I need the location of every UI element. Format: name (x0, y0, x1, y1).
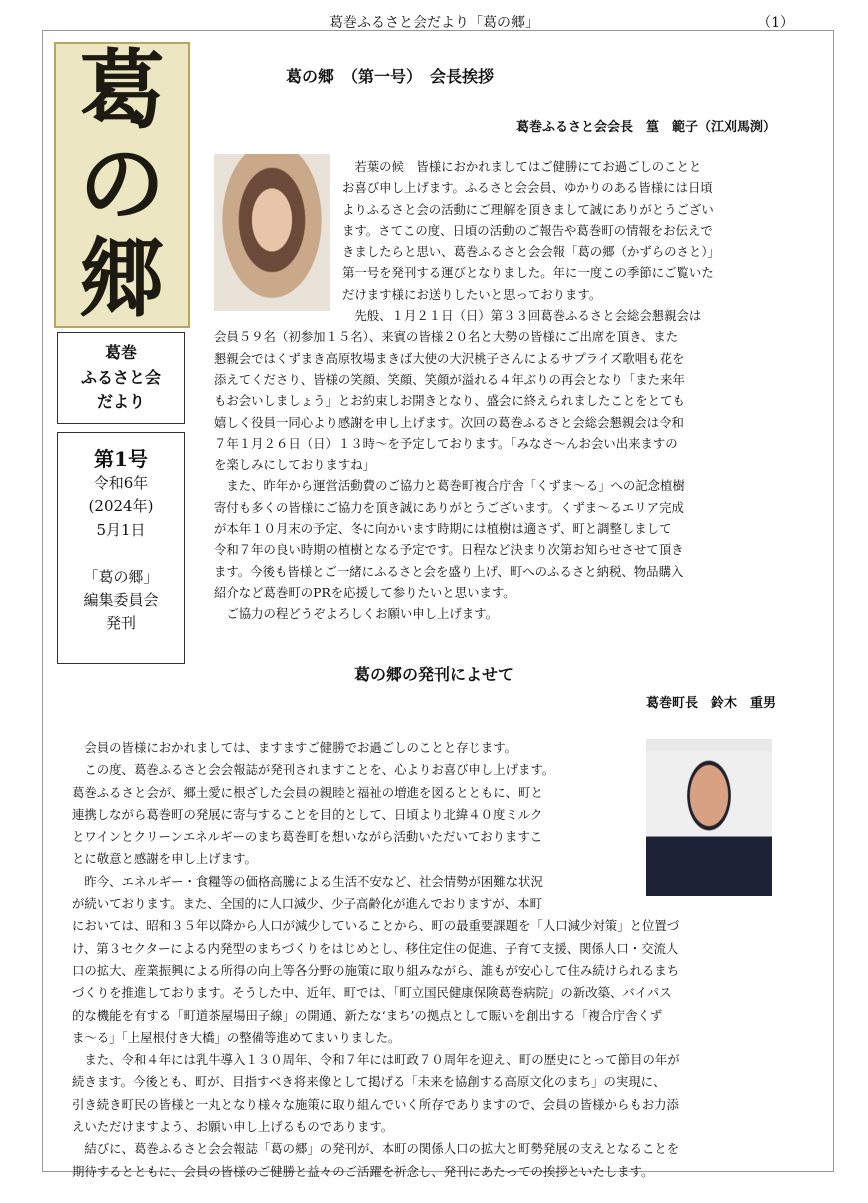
publisher-line: 編集委員会 (83, 591, 159, 609)
article2-line: づくりを推進しております。そうした中、近年、町では、「町立国民健康保険葛巻病院」の新改築、バイパス (72, 985, 672, 1001)
article1-line: が本年１０月末の予定、冬に向かいます時期には植樹は適さず、町と調整しまして (214, 521, 672, 537)
article2-line: 口の拡大、産業振興による所得の向上等各分野の施策に取り組みながら、誰もが安心して住み続けられるまち (72, 962, 680, 978)
article2-line: においては、昭和３５年以降から人口が減少していることから、町の最重要課題を「人口減少対策」と位置づ (72, 918, 680, 934)
logo-char-2: の (79, 134, 165, 235)
article1-line: きましたらと思い、葛巻ふるさと会会報「葛の郷（かずらのさと）」 (342, 244, 720, 260)
article1-line: 紹介など葛巻町のPRを応援して参りたいと思います。 (214, 584, 516, 600)
logo-char-3: 郷 (79, 228, 165, 329)
article1-line: だけます様にお送りしたいと思っております。 (342, 286, 602, 302)
article1-line: もお会いしましょう」とお約束しお開きとなり、盛会に終えられましたことをとても (214, 393, 685, 409)
newsletter-header-title: 葛巻ふるさと会だより「葛の郷」 (329, 15, 539, 31)
article2-line: えいただけますよう、お願い申し上げるものであります。 (72, 1119, 394, 1135)
article2-line: この度、葛巻ふるさと会会報誌が発刊されますことを、心よりお喜び申し上げます。 (72, 762, 555, 778)
article2-line: とに敬意と感謝を申し上げます。 (72, 851, 257, 867)
article2-line: 昨今、エネルギー・食糧等の価格高騰による生活不安など、社会情勢が困難な状況 (72, 873, 543, 889)
article2-line: 続きます。今後とも、町が、目指すべき将来像として掲げる「未来を協創する高原文化のまち」の実現に、 (72, 1074, 666, 1090)
article1-title: 葛の郷 （第一号） 会長挨拶 (286, 67, 495, 86)
article2-line: 会員の皆様におかれましては、ますますご健勝でお過ごしのことと存じます。 (72, 740, 518, 755)
issue-date-line: 令和6年 (93, 474, 149, 492)
article1-line: 第一号を発刊する運びとなりました。年に一度この季節にご覧いた (342, 265, 714, 281)
article1-line: 添えてくださり、皆様の笑顔、笑顔、笑顔が溢れる４年ぶりの再会となり「また来年 (214, 371, 685, 387)
article1-line: 寄付も多くの皆様にご協力を頂き誠にありがとうございます。くずま～るエリア完成 (214, 499, 684, 515)
newsletter-name-line: ふるさと会 (80, 367, 161, 387)
publisher-line: 発刊 (105, 614, 136, 633)
article1-line: を楽しみにしておりますね」 (214, 457, 376, 473)
newsletter-name-box (57, 332, 185, 424)
article1-line: また、昨年から運営活動費のご協力と葛巻町複合庁舎「くずま～る」への記念植樹 (214, 478, 685, 494)
article1-line: ご協力の程どうぞよろしくお願い申し上げます。 (214, 606, 498, 622)
article2-line: 期待するとともに、会員の皆様のご健勝と益々のご活躍を祈念し、発刊にあたっての挨拶といたします。 (72, 1163, 654, 1179)
article2-line: ま～る」「上屋根付き大橋」の整備等進めてまいりました。 (72, 1029, 401, 1045)
article2-title: 葛の郷の発刊によせて (353, 665, 514, 684)
article2-line: 結びに、葛巻ふるさと会会報誌「葛の郷」の発刊が、本町の関係人口の拡大と町勢発展の支えとなることを (72, 1141, 680, 1157)
logo-char-1: 葛 (79, 40, 165, 141)
article1-line: よりふるさと会の活動にご理解を頂きまして誠にありがとうござい (342, 201, 714, 217)
issue-date-line: 5月1日 (96, 520, 146, 539)
article1-line: ます。さてこの度、日頃の活動のご報告や葛巻町の情報をお伝えで (342, 222, 713, 238)
article1-line: 令和７年の良い時期の植樹となる予定です。日程など決まり次第お知らせさせて頂き (214, 542, 684, 558)
article1-line: ７年１月２６日（日）１３時～を予定しております。「みなさ～んお会い出来ますの (214, 435, 678, 451)
issue-info-box (57, 432, 185, 664)
article1-line: 先般、１月２１日（日）第３３回葛巻ふるさと会総会懇親会は (342, 308, 702, 324)
article2-line: け、第３セクターによる内発型のまちづくりをはじめとし、移住定住の促進、子育て支援、関係人口・交流人 (72, 940, 679, 956)
article1-line: 会員５９名（初参加１５名）、来賓の皆様２０名と大勢の皆様にご出席を頂き、また (214, 329, 679, 345)
article1-line: 若葉の候 皆様におかれましてはご健勝にてお過ごしのことと (354, 159, 702, 174)
article2-body (72, 737, 784, 1183)
masthead-logo (54, 42, 190, 328)
page-number: （1） (757, 15, 794, 31)
article1-line: お喜び申し上げます。ふるさと会会員、ゆかりのある皆様には日頃 (342, 180, 713, 196)
issue-date-line: (2024年) (88, 497, 154, 516)
article2-line: また、令和４年には乳牛導入１３０周年、令和７年には町政７０周年を迎え、町の歴史にとって節目の年が (72, 1052, 680, 1068)
article2-byline: 葛巻町長 鈴木 重男 (645, 696, 776, 711)
article2-line: 的な機能を有する「町道茶屋場田子線」の開通、新たな‘まち’の拠点として賑いを創出する「複合庁舎くず (72, 1007, 663, 1023)
article1-line: 嬉しく役員一同心より感謝を申し上げます。次回の葛巻ふるさと会総会懇親会は令和 (214, 414, 684, 430)
issue-number: 第1号 (94, 447, 148, 471)
newsletter-name-line: だより (96, 392, 145, 412)
article2-line: とワインとクリーンエネルギーのまち葛巻町を想いながら活動いただいておりますこ (72, 829, 543, 845)
article2-line: 引き続き町民の皆様と一丸となり様々な施策に取り組んでいく所存でありますので、会員の皆様からもお力添 (72, 1096, 679, 1112)
article1-body (214, 156, 784, 625)
newsletter-name-line: 葛巻 (104, 342, 137, 362)
article1-byline: 葛巻ふるさと会会長 篁 範子（江刈馬渕） (515, 120, 776, 135)
article2-line: が続いております。また、全国的に人口減少、少子高齢化が進んでおりますが、本町 (72, 896, 542, 912)
article1-line: 懇親会ではくずまき高原牧場まきば大使の大沢桃子さんによるサプライズ歌唱も花を (214, 350, 685, 366)
article2-line: 連携しながら葛巻町の発展に寄与することを目的として、日頃より北緯４０度ミルク (72, 806, 543, 822)
publisher-line: 「葛の郷」 (83, 567, 159, 586)
article2-line: 葛巻ふるさと会が、郷土愛に根ざした会員の親睦と福祉の増進を図るとともに、町と (72, 784, 543, 800)
article1-line: ます。今後も皆様とご一緒にふるさと会を盛り上げ、町へのふるさと納税、物品購入 (214, 563, 684, 579)
